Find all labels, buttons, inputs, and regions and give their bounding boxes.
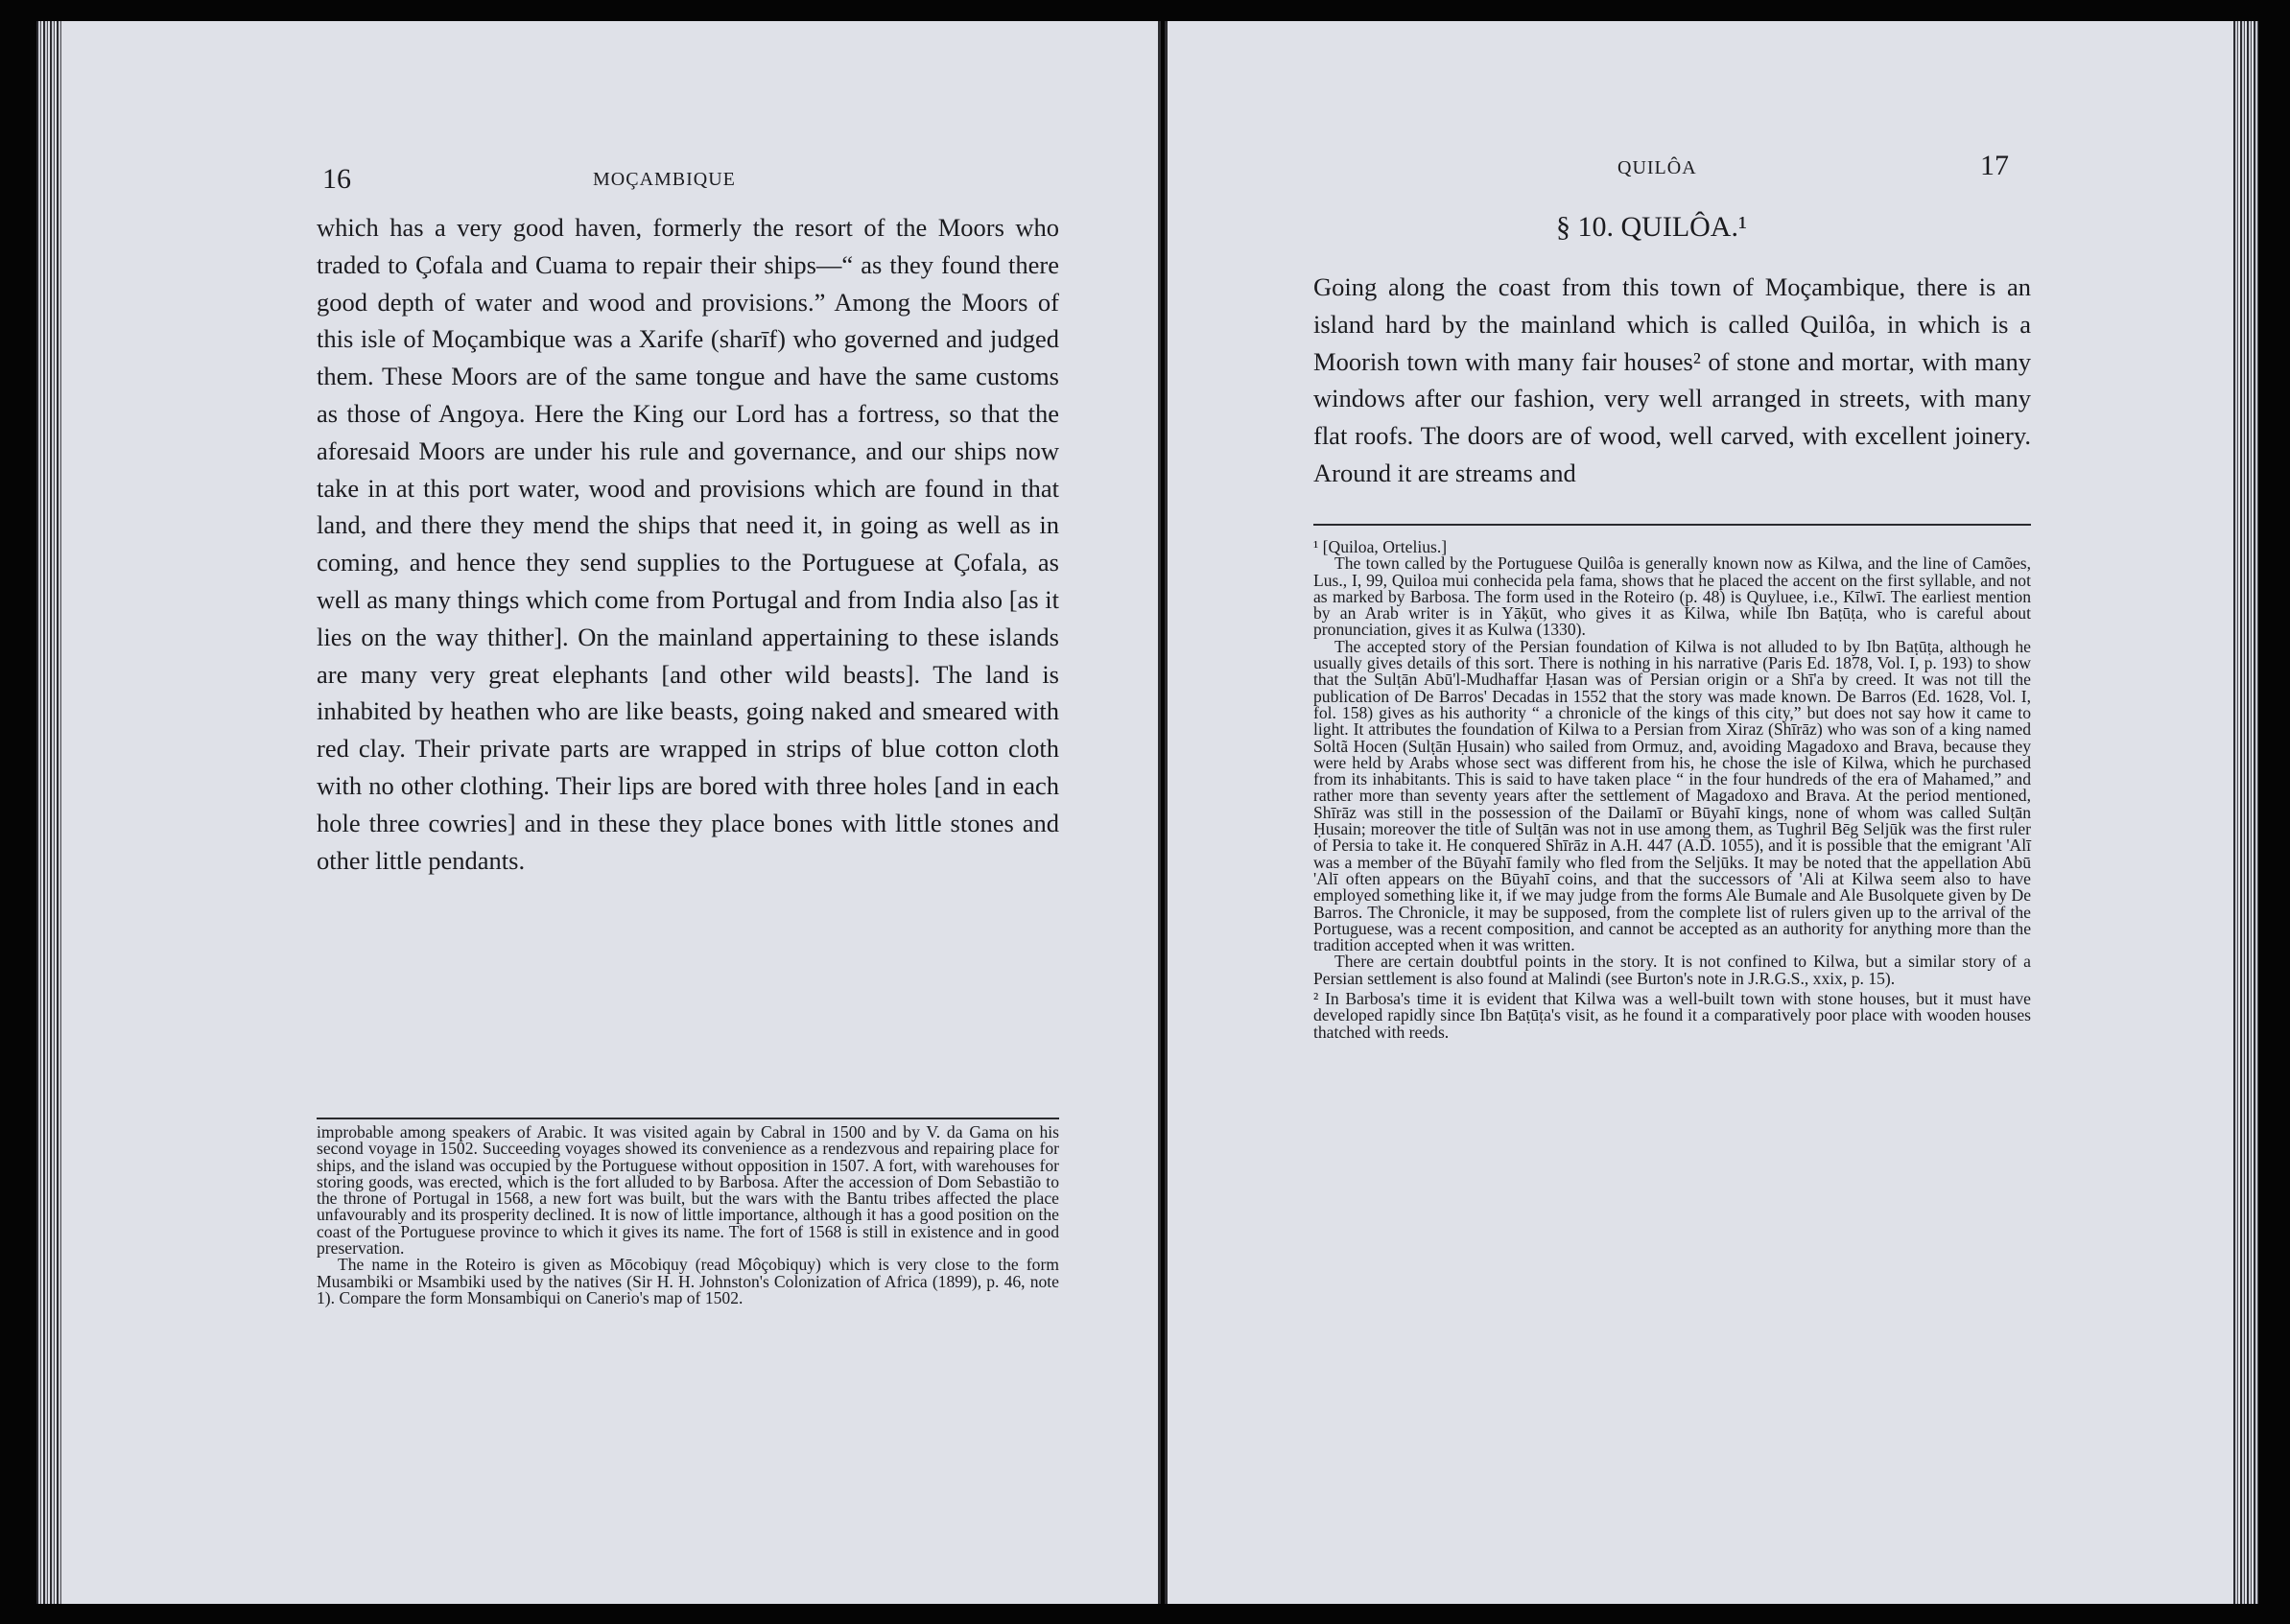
section-heading: § 10. QUILÔA.¹ — [1556, 211, 1747, 243]
footnote: improbable among speakers of Arabic. It was visited again by Cabral in 1500 and by V. da Gama on his second voyage in 1502. Succeeding voyages showed its convenience as a rendezvous and repairing place for ships, and the island was occupied by the Portuguese without opposition in 1507. A fort, with warehouses for storing goods, was erected, which is the fort alluded to by Barbosa. After the accession of Dom Sebastião to the throne of Portugal in 1568, a new fort was built, but the wars with the Bantu tribes affected the place unfavourably and its prosperity declined. It is now of little importance, although it has a good position on the coast of the Portuguese province to which it gives its name. The fort of 1568 is still in existence and in good preservation. — [317, 1122, 1059, 1259]
footnotes — [1313, 539, 2031, 1041]
page-number: 16 — [322, 163, 351, 195]
body-text — [317, 209, 1059, 879]
footnote: The town called by the Portuguese Quilôa is generally known now as Kilwa, and the line of Camões, Lus., I, 99, Quiloa mui conhecida pela fama, shows that he placed the accent on the first syllable, and not as marked by Barbosa. The form used in the Roteiro (p. 48) is Quyluee, i.e., Kīlwī. The earliest mention by an Arab writer is in Yāḳūt, who gives it as Kilwa, while Ibn Baṭūṭa, who is careful about pronunciation, gives it as Kulwa (1330). — [1313, 553, 2031, 640]
running-head: QUILÔA — [1617, 157, 1697, 178]
footnote: ¹ [Quiloa, Ortelius.] — [1313, 537, 1448, 556]
body-paragraph: Going along the coast from this town of Moçambique, there is an island hard by the mainland which is called Quilôa, in which is a Moorish town with many fair houses² of stone and mortar, with many windows after our fashion, very well arranged in streets, with many flat roofs. The doors are of wood, well carved, with excellent joinery. Around it are streams and — [1313, 272, 2031, 487]
footnote: ² In Barbosa's time it is evident that Kilwa was a well-built town with stone houses, but it must have developed rapidly since Ibn Baṭūṭa's visit, as he found it a comparatively poor place with wooden houses thatched with reeds. — [1313, 989, 2031, 1042]
left-page-edge — [36, 21, 61, 1604]
right-page-edge — [2233, 21, 2258, 1604]
footnote: There are certain doubtful points in the story. It is not confined to Kilwa, but a similar story of a Persian settlement is also found at Malindi (see Burton's note in J.R.G.S., xxix, p. 15). — [1313, 952, 2031, 988]
footnote-rule — [317, 1118, 1059, 1119]
footnote-rule — [1313, 524, 2031, 526]
footnotes — [317, 1124, 1059, 1306]
page-number: 17 — [1980, 150, 2009, 181]
running-head: MOÇAMBIQUE — [593, 169, 736, 190]
book-gutter-right — [1165, 21, 1168, 1604]
footnote: The accepted story of the Persian foundation of Kilwa is not alluded to by Ibn Baṭūṭa, although he usually gives details of this sort. There is nothing in his narrative (Paris Ed. 1878, Vol. I, p. 193) to show that the Sulṭān Abū'l-Mudhaffar Ḥasan was of Persian origin or a Shī'a by creed. It was not till the publication of De Barros' Decadas in 1552 that the story was made known. De Barros (Ed. 1628, Vol. I, fol. 158) gives as his authority “ a chronicle of the kings of this city,” but does not say how it came to light. It attributes the foundation of Kilwa to a Persian from Xiraz (Shīrāz) who was son of a king named Soltã Hocen (Sulṭān Ḥusain) who sailed from Ormuz, and, avoiding Magadoxo and Brava, because they were held by Arabs whose sect was different from his, he chose the isle of Kilwa, which he purchased from its inhabitants. This is said to have taken place “ in the four hundreds of the era of Mahamed,” and rather more than seventy years after the settlement of Magadoxo and Brava. At the period mentioned, Shīrāz was still in the possession of the Dailamī or Būyahī kings, none of whom was called Sulṭān Ḥusain; moreover the title of Sulṭān was not in use among them, as Tughril Bēg Seljūk was the first ruler of Persia to take it. He conquered Shīrāz in A.H. 447 (A.D. 1055), and it is possible that the emigrant 'Alī was a member of the Būyahī family who fled from the Seljūks. It may be noted that the appellation Abū 'Alī often appears on the Būyahī coins, and that the successors of 'Ali at Kilwa seem also to have employed something like it, if we may judge from the forms Ale Bumale and Ale Busolquete given by De Barros. The Chronicle, it may be supposed, from the complete list of rulers given up to the arrival of the Portuguese, was a recent composition, and cannot be accepted as an authority for anything more than the tradition accepted when it was written. — [1313, 636, 2031, 955]
left-page — [36, 21, 1161, 1604]
body-text — [1313, 269, 2031, 492]
book-gutter-left — [1158, 21, 1161, 1604]
footnote: The name in the Roteiro is given as Mōcobiquy (read Môçobiquy) which is very close to the form Musambiki or Msambiki used by the natives (Sir H. H. Johnston's Colonization of Africa (1899), p. 46, note 1). Compare the form Monsambiqui on Canerio's map of 1502. — [317, 1255, 1059, 1307]
body-paragraph: which has a very good haven, formerly the resort of the Moors who traded to Çofala and Cuama to repair their ships—“ as they found there good depth of water and wood and provisions.” Among the Moors of this isle of Moçambique was a Xarife (sharīf) who governed and judged them. These Moors are of the same tongue and have the same customs as those of Angoya. Here the King our Lord has a fortress, so that the aforesaid Moors are under his rule and governance, and our ships now take in at this port water, wood and provisions which are found in that land, and there they mend the ships that need it, in going as well as in coming, and hence they send supplies to the Portuguese at Çofala, as well as many things which come from Portugal and from India also [as it lies on the way thither]. On the mainland appertaining to these islands are many very great elephants [and other wild beasts]. The land is inhabited by heathen who are like beasts, going naked and smeared with red clay. Their private parts are wrapped in strips of blue cotton cloth with no other clothing. Their lips are bored with three holes [and in each hole three cowries] and in these they place bones with little stones and other little pendants. — [317, 213, 1059, 875]
right-page — [1165, 21, 2258, 1604]
